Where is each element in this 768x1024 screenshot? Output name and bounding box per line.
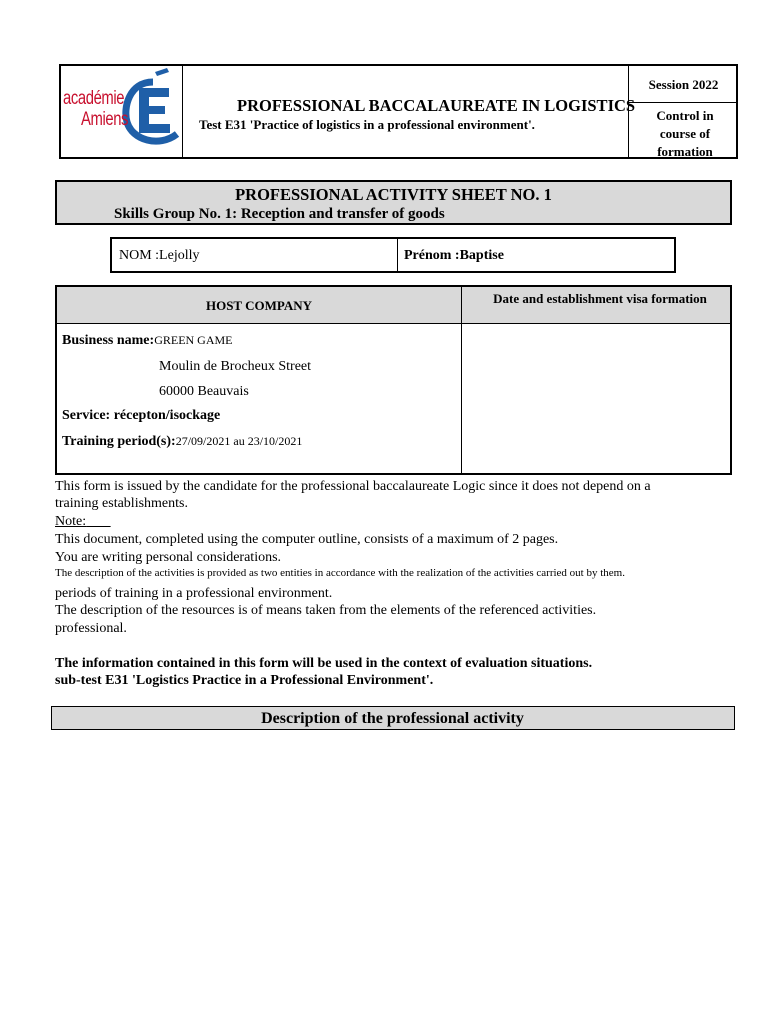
host-company-table [55,285,732,475]
identity-row [110,237,676,273]
activity-sheet-header [55,180,732,225]
training-period-row [62,434,302,450]
document-title: PROFESSIONAL BACCALAUREATE IN LOGISTICS [237,96,636,115]
form-notice-line2: training establishments. [55,496,188,511]
academie-e-icon [119,68,183,146]
document-header [59,64,738,159]
note-personal: You are writing personal considerations. [55,550,282,565]
info-bold-line1: The information contained in this form will be used in the context of evaluation situations. [55,656,593,671]
logo-text-amiens: Amiens [81,109,129,130]
prenom-field[interactable]: Prénom :Baptise [404,248,504,263]
identity-divider [397,239,398,271]
address-street[interactable]: Moulin de Brocheux Street [159,359,312,374]
host-company-heading: HOST COMPANY [205,298,313,313]
note-periods: periods of training in a professional environment. [55,586,333,601]
logo-text-academie: académie [63,88,125,109]
skills-group-label: Skills Group No. 1: Reception and transfer of goods [114,206,445,222]
note-resources: The description of the resources is of means taken from the elements of the referenced activities. [55,603,597,618]
address-city[interactable]: 60000 Beauvais [159,384,249,399]
note-heading: Note: [55,514,87,529]
academie-logo [61,66,183,157]
business-name-row [62,333,233,349]
session-divider [629,102,738,103]
description-title: Description of the professional activity [261,710,524,727]
session-cell [628,66,738,157]
note-pages: This document, completed using the computer outline, consists of a maximum of 2 pages. [55,532,559,547]
host-table-divider [461,287,462,473]
control-label: Control in course of formation [656,108,714,159]
service-field[interactable]: Service: récepton/isockage [62,408,221,423]
training-period-label: Training period(s): [62,434,176,449]
description-section-header [51,706,735,730]
info-bold-line2: sub-test E31 'Logistics Practice in a Professional Environment'. [55,673,434,688]
session-label: Session 2022 [648,77,719,92]
note-description: The description of the activities is provided as two entities in accordance with the realization of the activities carried out by them. [55,567,625,579]
nom-field[interactable]: NOM :Lejolly [119,248,200,263]
visa-heading: Date and establishment visa formation [493,291,707,306]
activity-sheet-title: PROFESSIONAL ACTIVITY SHEET NO. 1 [235,185,552,204]
business-name-value[interactable]: GREEN GAME [154,333,233,347]
training-period-value[interactable]: 27/09/2021 au 23/10/2021 [175,434,303,448]
note-professional: professional. [55,621,127,636]
form-notice-line1: This form is issued by the candidate for the professional baccalaureate Logic since it does not depend on a [55,479,651,494]
document-subtitle: Test E31 'Practice of logistics in a professional environment'. [199,117,535,132]
business-name-label: Business name: [62,333,155,348]
